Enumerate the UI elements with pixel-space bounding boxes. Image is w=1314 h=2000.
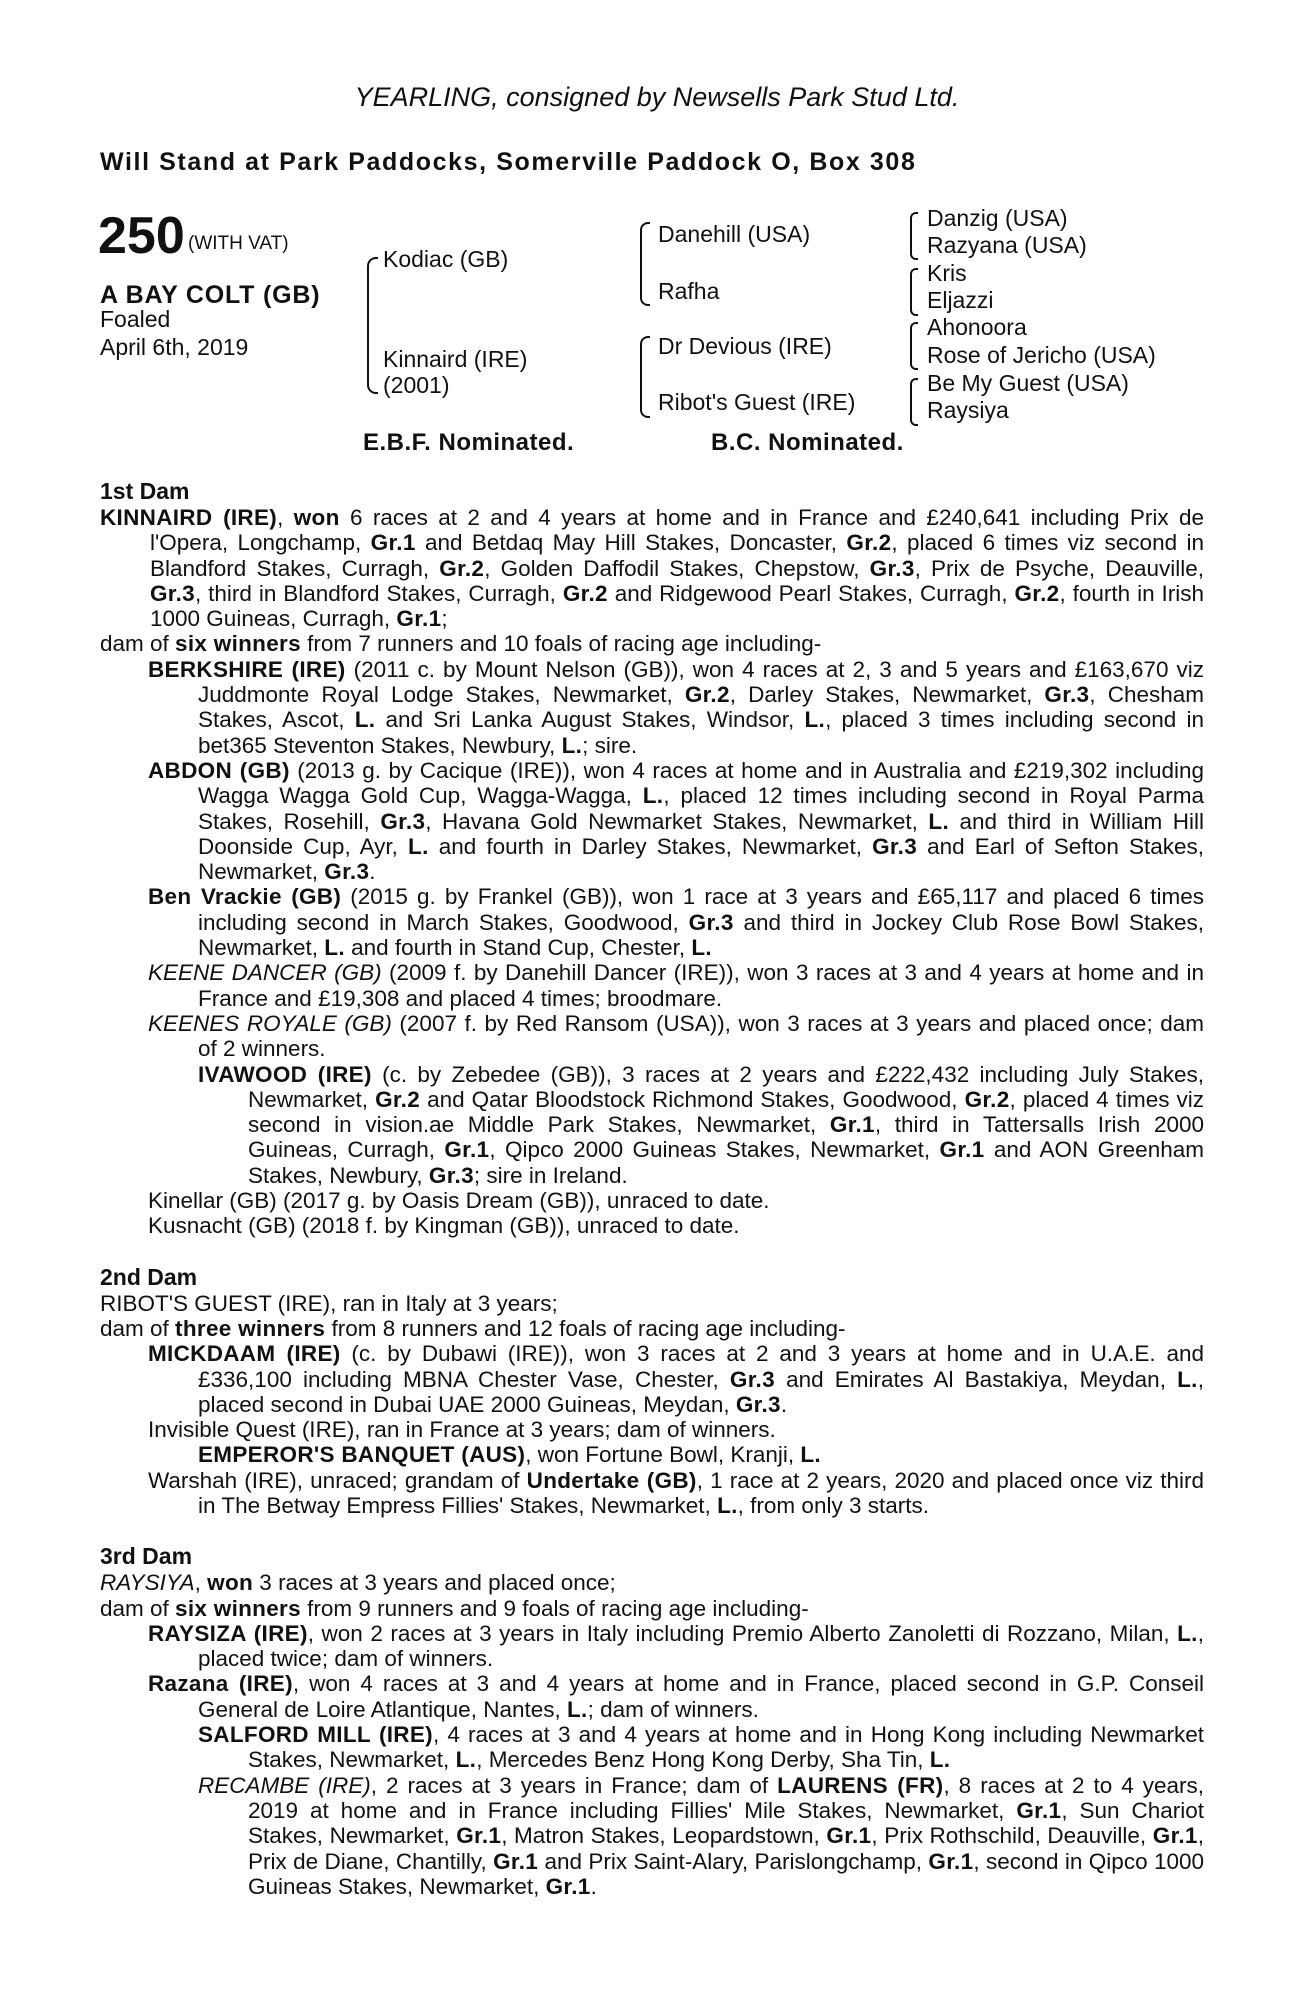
pedigree-entry: Warshah (IRE), unraced; grandam of Undertake (GB), 1 race at 2 years, 2020 and placed once viz third in The Betway Empress Fillies' Stakes, Newmarket, L., from only 3 starts. <box>148 1467 1204 1518</box>
pedigree-entry: Invisible Quest (IRE), ran in France at 3 years; dam of winners. <box>148 1417 776 1443</box>
section-gap <box>100 1239 1204 1264</box>
pedigree-entry: IVAWOOD (IRE) (c. by Zebedee (GB)), 3 races at 2 years and £222,432 including July Stakes, Newmarket, Gr.2 and Qatar Bloodstock Richmond Stakes, Goodwood, Gr.2, placed 4 times viz second in vision.ae Middle Park Stakes, Newmarket, Gr.1, third in Tattersalls Irish 2000 Guineas, Curragh, Gr.1, Qipco 2000 Guineas Stakes, Newmarket, Gr.1 and AON Greenham Stakes, Newbury, Gr.3; sire in Ireland. <box>198 1061 1204 1188</box>
section-heading: 1st Dam <box>100 478 190 504</box>
section-heading: 2nd Dam <box>100 1263 198 1290</box>
pedigree-dds: Be My Guest (USA) <box>927 370 1129 396</box>
pedigree-sire-dam: Rafha <box>658 278 720 304</box>
pedigree-dam-sire: Dr Devious (IRE) <box>658 333 832 359</box>
pedigree-ddd: Raysiya <box>927 397 1009 423</box>
pedigree-entry: dam of six winners from 9 runners and 9 foals of racing age including- <box>100 1595 809 1621</box>
pedigree-entry: BERKSHIRE (IRE) (2011 c. by Mount Nelson (GB)), won 4 races at 2, 3 and 5 years and £163,670 viz Juddmonte Royal Lodge Stakes, Newmarket, Gr.2, Darley Stakes, Newmarket, Gr.3, Chesham Stakes, Ascot, L. and Sri Lanka August Stakes, Windsor, L., placed 3 times including second in bet365 Steventon Stakes, Newbury, L.; sire. <box>148 656 1204 758</box>
bc-nominated: B.C. Nominated. <box>711 429 904 456</box>
catalogue-body <box>100 478 1204 1899</box>
foaled-date: April 6th, 2019 <box>100 334 249 360</box>
pedigree-entry: KEENE DANCER (GB) (2009 f. by Danehill Dancer (IRE)), won 3 races at 3 and 4 years at home and in France and £19,308 and placed 4 times; broodmare. <box>148 960 1204 1011</box>
pedigree-sire-sire: Danehill (USA) <box>658 221 811 247</box>
pedigree-entry: Razana (IRE), won 4 races at 3 and 4 years at home and in France, placed second in G.P. Conseil General de Loire Atlantique, Nantes, L.; dam of winners. <box>148 1671 1204 1722</box>
pedigree-entry: RIBOT'S GUEST (IRE), ran in Italy at 3 years; <box>100 1290 558 1316</box>
stand-location: Will Stand at Park Paddocks, Somerville Paddock O, Box 308 <box>100 148 917 176</box>
ebf-nominated: E.B.F. Nominated. <box>363 429 575 456</box>
pedigree-entry: KEENES ROYALE (GB) (2007 f. by Red Ransom (USA)), won 3 races at 3 years and placed once; dam of 2 winners. <box>148 1010 1204 1062</box>
pedigree-entry: Kusnacht (GB) (2018 f. by Kingman (GB)), unraced to date. <box>148 1213 740 1239</box>
pedigree-entry: Kinellar (GB) (2017 g. by Oasis Dream (GB)), unraced to date. <box>148 1188 770 1214</box>
pedigree-entry: RAYSIZA (IRE), won 2 races at 3 years in Italy including Premio Alberto Zanoletti di Rozzano, Milan, L., placed twice; dam of winners. <box>148 1620 1204 1672</box>
lot-description: A BAY COLT (GB) <box>100 281 321 309</box>
pedigree-entry: EMPEROR'S BANQUET (AUS), won Fortune Bowl, Kranji, L. <box>198 1442 821 1468</box>
section-gap <box>100 1518 1204 1543</box>
lot-number: 250 <box>98 207 185 265</box>
foaled-label: Foaled <box>100 306 171 332</box>
pedigree-entry: RAYSIYA, won 3 races at 3 years and placed once; <box>100 1570 616 1596</box>
pedigree-brace-dam <box>640 336 650 418</box>
pedigree-dam-year: (2001) <box>383 372 450 398</box>
pedigree-sds: Kris <box>927 260 967 286</box>
section-heading: 3rd Dam <box>100 1543 193 1570</box>
pedigree-brace-sire <box>640 222 650 306</box>
pedigree-sdd: Eljazzi <box>927 287 994 313</box>
pedigree-brace-dd <box>910 378 918 426</box>
pedigree-entry: ABDON (GB) (2013 g. by Cacique (IRE)), won 4 races at home and in Australia and £219,302 including Wagga Wagga Gold Cup, Wagga-Wagga, L., placed 12 times including second in Royal Parma Stakes, Rosehill, Gr.3, Havana Gold Newmarket Stakes, Newmarket, L. and third in William Hill Doonside Cup, Ayr, L. and fourth in Darley Stakes, Newmarket, Gr.3 and Earl of Sefton Stakes, Newmarket, Gr.3. <box>148 757 1205 885</box>
pedigree-dam: Kinnaird (IRE) <box>383 346 528 372</box>
pedigree-sss: Danzig (USA) <box>927 205 1068 231</box>
pedigree-entry: Ben Vrackie (GB) (2015 g. by Frankel (GB)), won 1 race at 3 years and £65,117 and placed 6 times including second in March Stakes, Goodwood, Gr.3 and third in Jockey Club Rose Bowl Stakes, Newmarket, L. and fourth in Stand Cup, Chester, L. <box>148 884 1205 961</box>
consignor-line: YEARLING, consigned by Newsells Park Stud Ltd. <box>354 82 960 112</box>
pedigree-entry: SALFORD MILL (IRE), 4 races at 3 and 4 years at home and in Hong Kong including Newmarket Stakes, Newmarket, L., Mercedes Benz Hong Kong Derby, Sha Tin, L. <box>198 1722 1204 1773</box>
pedigree-brace-ds <box>910 322 918 370</box>
pedigree-sire: Kodiac (GB) <box>383 246 509 272</box>
vat-note: (WITH VAT) <box>188 233 289 254</box>
pedigree-dss: Ahonoora <box>927 314 1027 340</box>
pedigree-entry: dam of six winners from 7 runners and 10 foals of racing age including- <box>100 631 822 657</box>
pedigree-entry: dam of three winners from 8 runners and 12 foals of racing age including- <box>100 1315 846 1341</box>
pedigree-entry: MICKDAAM (IRE) (c. by Dubawi (IRE)), won 3 races at 2 and 3 years at home and in U.A.E. and £336,100 including MBNA Chester Vase, Chester, Gr.3 and Emirates Al Bastakiya, Meydan, L., placed second in Dubai UAE 2000 Guineas, Meydan, Gr.3. <box>148 1341 1204 1417</box>
pedigree-brace-sd <box>910 268 918 316</box>
pedigree-entry: KINNAIRD (IRE), won 6 races at 2 and 4 years at home and in France and £240,641 including Prix de l'Opera, Longchamp, Gr.1 and Betdaq May Hill Stakes, Doncaster, Gr.2, placed 6 times viz second in Blandford Stakes, Curragh, Gr.2, Golden Daffodil Stakes, Chepstow, Gr.3, Prix de Psyche, Deauville, Gr.3, third in Blandford Stakes, Curragh, Gr.2 and Ridgewood Pearl Stakes, Curragh, Gr.2, fourth in Irish 1000 Guineas, Curragh, Gr.1; <box>100 505 1204 632</box>
pedigree-dam-dam: Ribot's Guest (IRE) <box>658 389 856 415</box>
pedigree-entry: RECAMBE (IRE), 2 races at 3 years in France; dam of LAURENS (FR), 8 races at 2 to 4 years, 2019 at home and in France including Fillies' Mile Stakes, Newmarket, Gr.1, Sun Chariot Stakes, Newmarket, Gr.1, Matron Stakes, Leopardstown, Gr.1, Prix Rothschild, Deauville, Gr.1, Prix de Diane, Chantilly, Gr.1 and Prix Saint-Alary, Parislongchamp, Gr.1, second in Qipco 1000 Guineas Stakes, Newmarket, Gr.1. <box>198 1772 1205 1899</box>
pedigree-ssd: Razyana (USA) <box>927 232 1087 258</box>
pedigree-brace-ss <box>910 212 918 260</box>
pedigree-brace-main <box>367 257 378 394</box>
pedigree-dsd: Rose of Jericho (USA) <box>927 342 1156 368</box>
